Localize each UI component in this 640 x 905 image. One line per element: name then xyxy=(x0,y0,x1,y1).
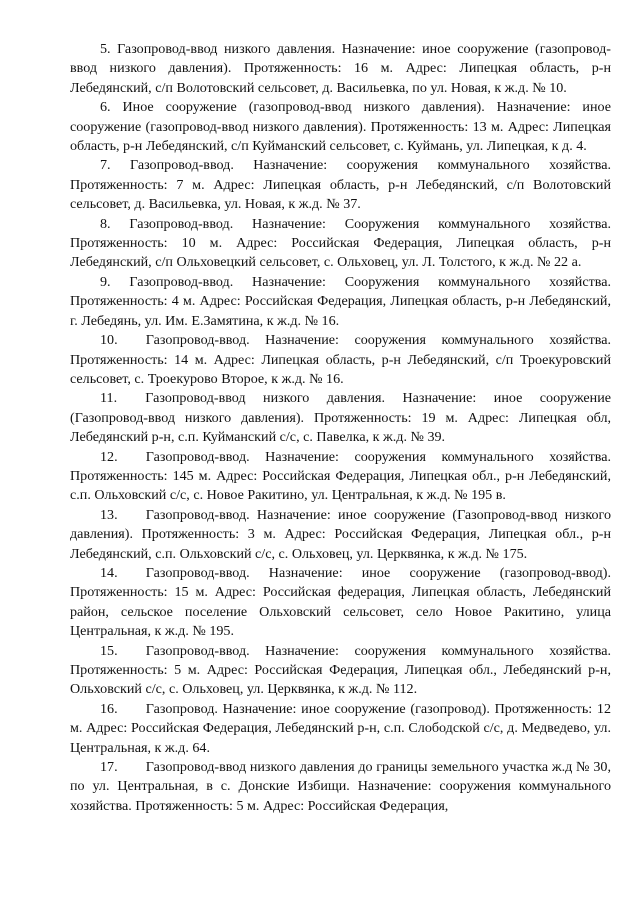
list-item: 13. Газопровод-ввод. Назначение: иное сооружение (Газопровод-ввод низкого давления). Протяженность: 3 м. Адрес: Российская Федерация, Липецкая обл., р-н Лебедянский, с.п. Ольховский с/с, с. Ольховец, ул. Церквянка, к ж.д. № 175. xyxy=(70,506,611,562)
list-item: 11. Газопровод-ввод низкого давления. Назначение: иное сооружение (Газопровод-ввод низкого давления). Протяженность: 19 м. Адрес: Липецкая обл, Лебедянский р-н, с.п. Куйманский с/с, с. Павелка, к ж.д. № 39. xyxy=(70,390,611,446)
list-item: 17. Газопровод-ввод низкого давления до границы земельного участка ж.д № 30, по ул. Центральная, в с. Донские Избищи. Назначение: сооружения коммунального хозяйства. Протяженность: 5 м. Адрес: Российская Федерация, xyxy=(70,759,611,814)
list-item: 10. Газопровод-ввод. Назначение: сооружения коммунального хозяйства. Протяженность: 14 м. Адрес: Липецкая область, р-н Лебедянский, с/п Троекуровский сельсовет, с. Троекурово Второе, к ж.д. № 16. xyxy=(70,332,611,387)
list-item: 8. Газопровод-ввод. Назначение: Сооружения коммунального хозяйства. Протяженность: 10 м. Адрес: Российская Федерация, Липецкая область, р-н Лебедянский, с/п Ольховецкий сельсовет, с. Ольховец, ул. Л. Толстого, к ж.д. № 22 а. xyxy=(70,215,611,271)
list-item: 16. Газопровод. Назначение: иное сооружение (газопровод). Протяженность: 12 м. Адрес: Российская Федерация, Лебедянский р-н, с.п. Слободской с/с, д. Медведево, ул. Центральная, к ж.д. 64. xyxy=(70,700,611,756)
list-item: 7. Газопровод-ввод. Назначение: сооружения коммунального хозяйства. Протяженность: 7 м. Адрес: Липецкая область, р-н Лебедянский, с/п Волотовский сельсовет, д. Васильевка, ул. Новая, к ж.д. № 37. xyxy=(70,157,611,213)
list-item: 14. Газопровод-ввод. Назначение: иное сооружение (газопровод-ввод). Протяженность: 15 м. Адрес: Российская федерация, Липецкая область, Лебедянский район, сельское поселение Ольховский сельсовет, село Новое Ракитино, улица Центральная, к ж.д. № 195. xyxy=(70,564,611,640)
list-item: 15. Газопровод-ввод. Назначение: сооружения коммунального хозяйства. Протяженность: 5 м. Адрес: Российская Федерация, Липецкая обл., Лебедянский р-н, Ольховский с/с, с. Ольховец, ул. Церквянка, к ж.д. № 112. xyxy=(70,642,611,698)
list-item: 5. Газопровод-ввод низкого давления. Назначение: иное сооружение (газопровод-ввод низкого давления). Протяженность: 16 м. Адрес: Липецкая область, р-н Лебедянский, с/п Волотовский сельсовет, д. Васильевка, по ул. Новая, к ж.д. № 10. xyxy=(70,41,611,96)
list-item: 12. Газопровод-ввод. Назначение: сооружения коммунального хозяйства. Протяженность: 145 м. Адрес: Российская Федерация, Липецкая обл., р-н Лебедянский, с.п. Ольховский с/с, с. Новое Ракитино, ул. Центральная, к ж.д. № 195 в. xyxy=(70,448,611,504)
list-item: 6. Иное сооружение (газопровод-ввод низкого давления). Назначение: иное сооружение (газопровод-ввод низкого давления). Протяженность: 13 м. Адрес: Липецкая область, р-н Лебедянский, с/п Куйманский сельсовет, с. Куймань, ул. Липецкая, к д. 4. xyxy=(70,99,611,155)
document-page xyxy=(70,40,611,816)
list-item: 9. Газопровод-ввод. Назначение: Сооружения коммунального хозяйства. Протяженность: 4 м. Адрес: Российская Федерация, Липецкая область, р-н Лебедянский, г. Лебедянь, ул. Им. Е.Замятина, к ж.д. № 16. xyxy=(70,273,611,329)
